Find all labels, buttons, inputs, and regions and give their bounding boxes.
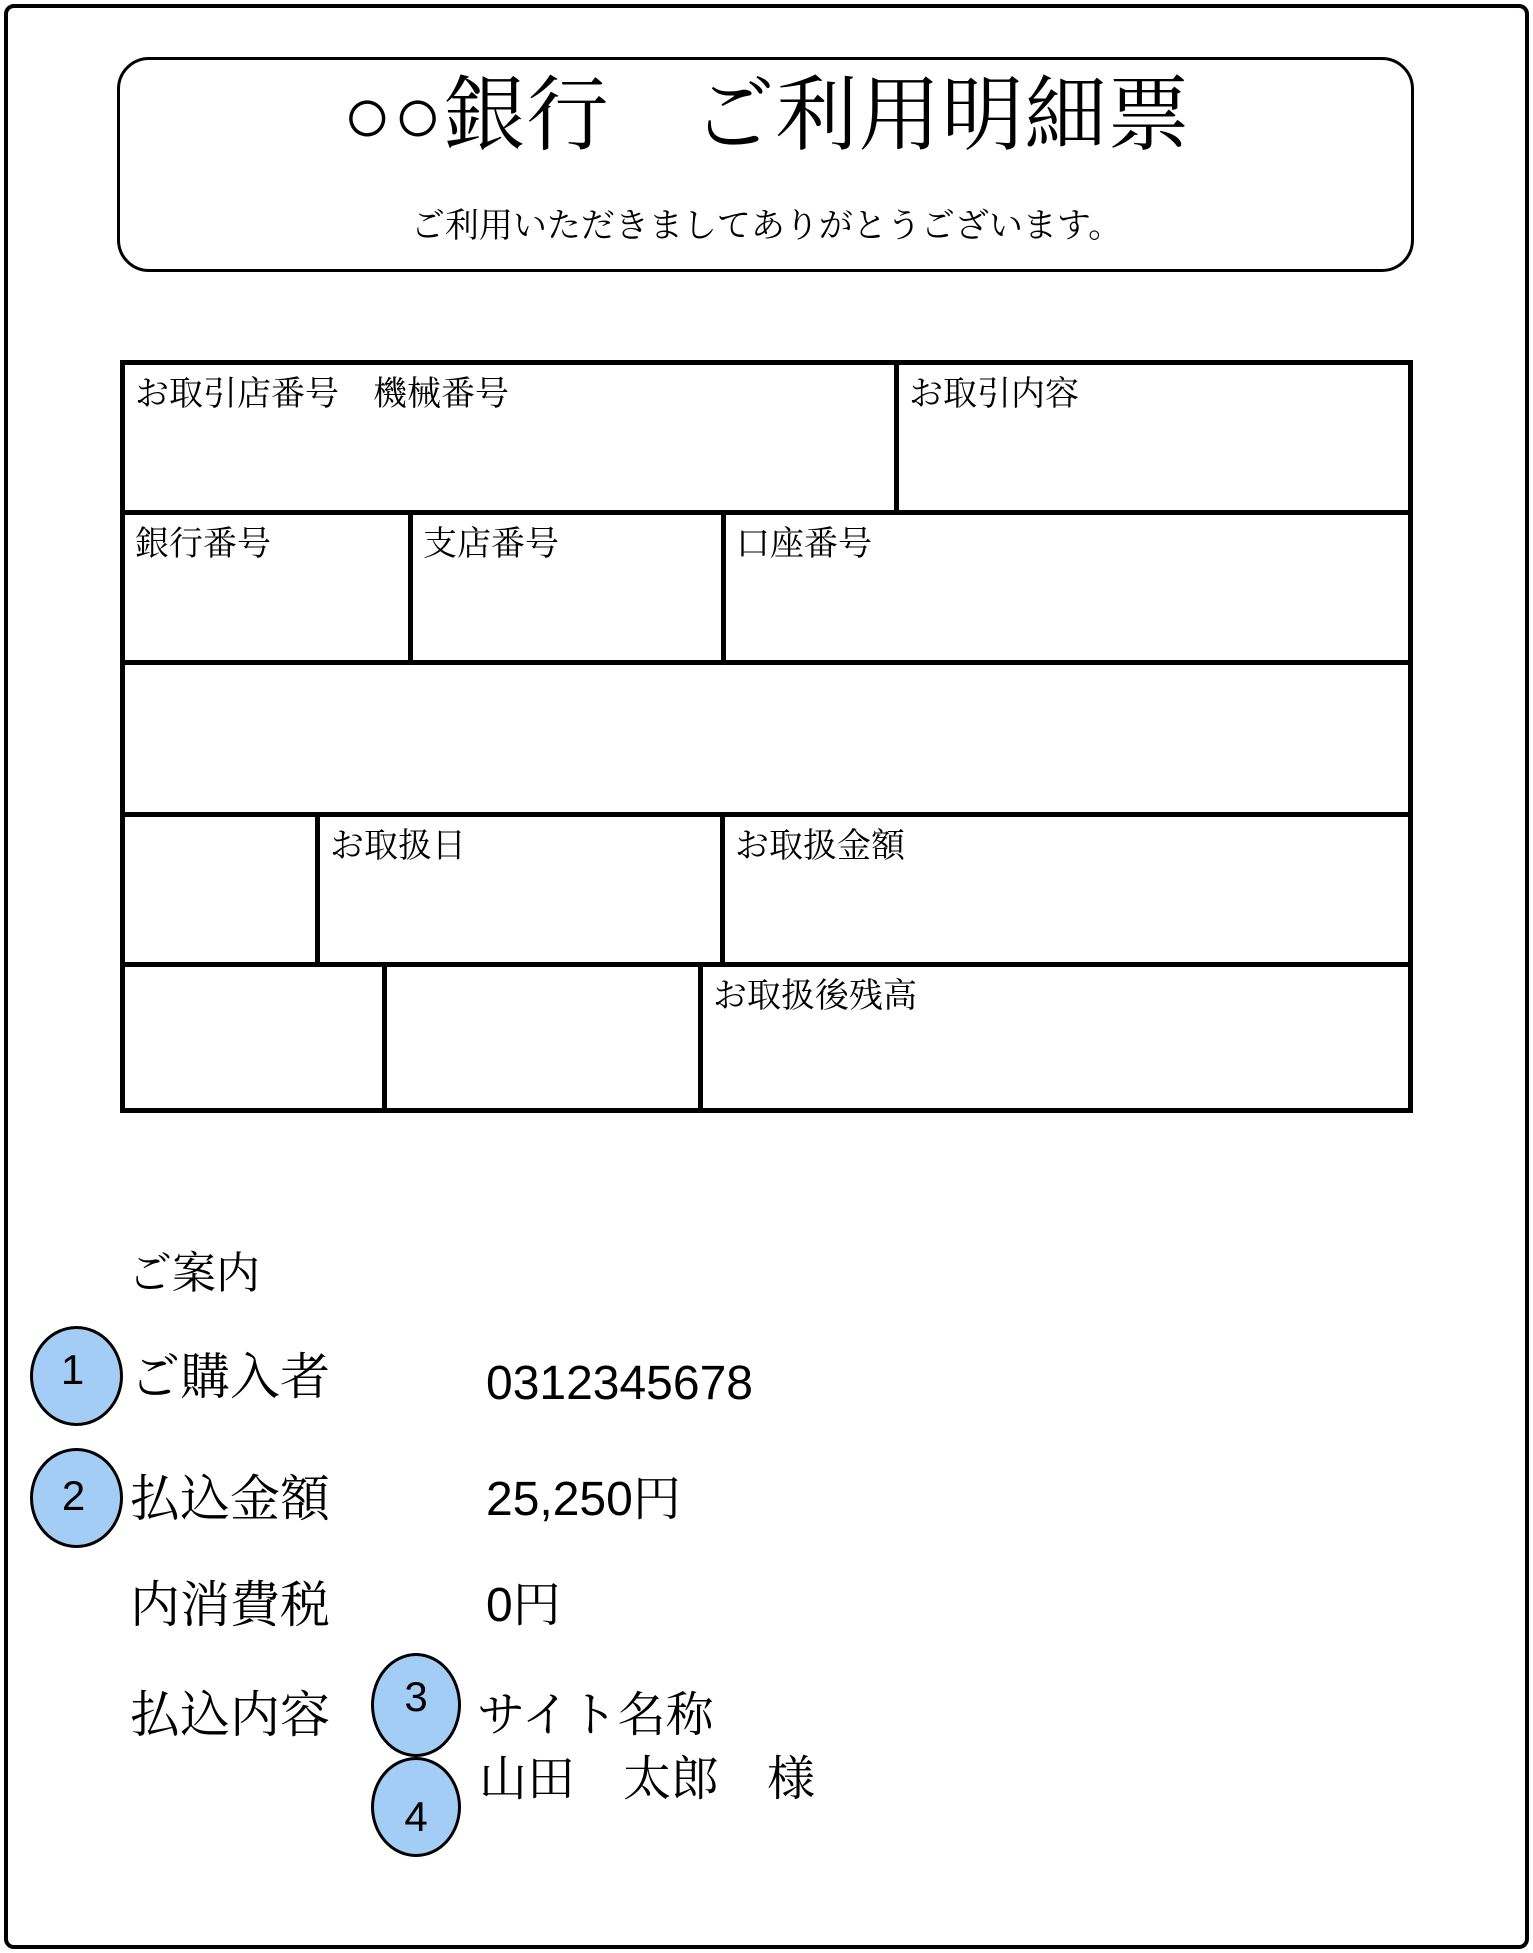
cell-empty-row [125,665,1408,812]
callout-2-marker [30,1448,123,1548]
cell-branch-number: 支店番号 [413,515,721,660]
cell-empty-left-2 [125,967,382,1108]
tax-label: 内消費税 [130,1577,330,1633]
cell-transaction-date: お取扱日 [320,817,720,962]
site-name-text: サイト名称 [477,1689,714,1742]
callout-3-marker [371,1653,461,1757]
payment-amount-label: 払込金額 [130,1471,330,1527]
cell-empty-mid [387,967,698,1108]
guide-heading: ご案内 [128,1249,260,1298]
cell-account-number: 口座番号 [726,515,1408,660]
customer-name-text: 山田 太郎 様 [479,1753,816,1806]
cell-store-machine-number: お取引店番号 機械番号 [125,365,894,510]
callout-4-marker [371,1757,461,1857]
payment-content-label: 払込内容 [130,1687,330,1743]
callout-1-number: 1 [60,1346,85,1393]
purchaser-label: ご購入者 [130,1349,330,1405]
cell-balance-after: お取扱後残高 [703,967,1408,1108]
callout-4-number: 4 [404,1793,428,1840]
cell-transaction-content: お取引内容 [899,365,1408,510]
callout-2-number: 2 [61,1472,86,1519]
cell-empty-left [125,817,315,962]
page-subtitle: ご利用いただきましてありがとうございます。 [410,207,1123,245]
page-title: ○○銀行 ご利用明細票 [342,70,1191,161]
detail-table [120,360,1413,1113]
callout-3-number: 3 [404,1673,428,1720]
callout-1-marker [30,1326,123,1426]
cell-bank-number: 銀行番号 [125,515,408,660]
purchaser-value: 0312345678 [486,1357,753,1410]
cell-transaction-amount: お取扱金額 [725,817,1408,962]
payment-amount-value: 25,250円 [486,1473,681,1526]
tax-value: 0円 [486,1579,561,1632]
